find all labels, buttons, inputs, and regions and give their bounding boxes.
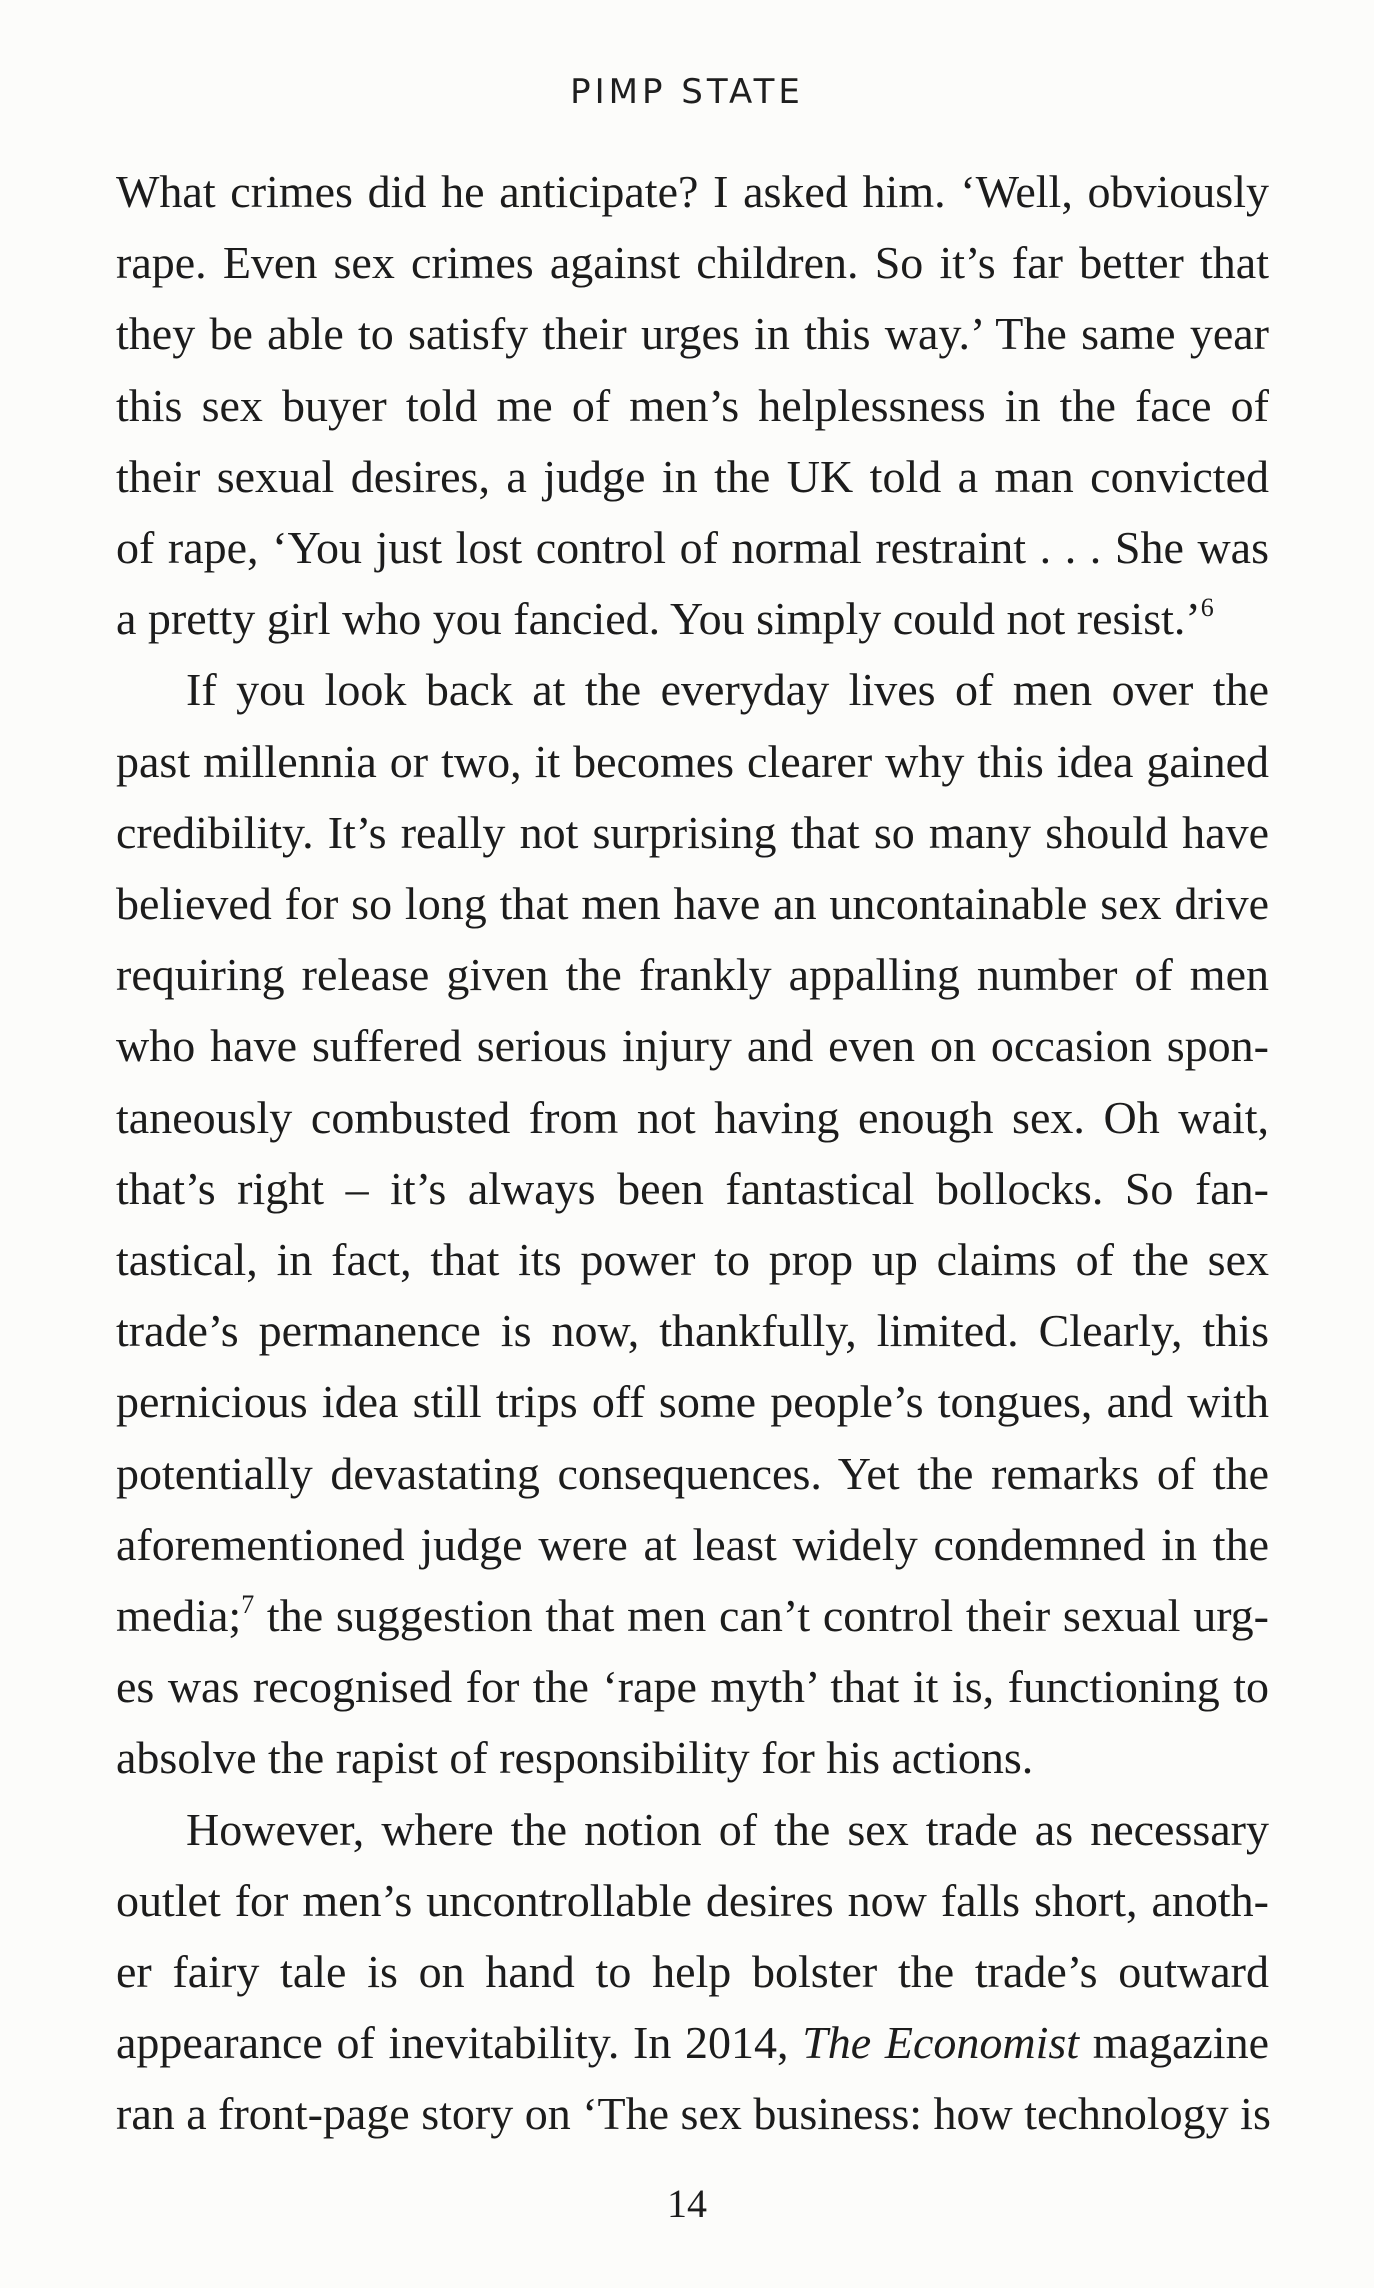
text-line: their sexual desires, a judge in the UK told a man convicted [116,450,1269,502]
text-line: taneously combusted from not having enough sex. Oh wait, [116,1091,1269,1143]
text-line: er fairy tale is on hand to help bolster the trade’s outward [116,1946,1269,1998]
text-line [116,1580,1269,1651]
body-text [116,156,1269,2150]
paragraph-3 [116,1794,1269,2150]
text-line-content: media; [116,1590,242,1642]
text-line: credibility. It’s really not surprising that so many should have [116,806,1269,858]
text-line: potentially devastating consequences. Yet the remarks of the [116,1447,1269,1499]
text-line: past millennia or two, it becomes clearer why this idea gained [116,735,1269,787]
text-line-content: the suggestion that men can’t control their sexual urg- [254,1590,1269,1642]
text-line: believed for so long that men have an uncontainable sex drive [116,878,1269,930]
publication-title: The Economist [802,2017,1080,2069]
text-line: rape. Even sex crimes against children. So it’s far better that [116,237,1269,289]
text-line: absolve the rapist of responsibility for his actions. [116,1732,1034,1784]
footnote-marker: 7 [241,1590,255,1620]
text-line: trade’s permanence is now, thankfully, limited. Clearly, this [116,1305,1269,1357]
text-line: of rape, ‘You just lost control of normal restraint . . . She was [116,522,1269,574]
text-line-content: magazine [1079,2017,1270,2069]
text-line: However, where the notion of the sex trade as necessary [186,1803,1269,1855]
paragraph-2 [116,654,1269,1793]
text-line: ran a front-page story on ‘The sex business: how technology is [116,2088,1271,2140]
text-line: that’s right – it’s always been fantastical bollocks. So fan- [116,1162,1269,1214]
paragraph-1 [116,156,1269,654]
text-line [116,583,1269,654]
text-line: they be able to satisfy their urges in this way.’ The same year [116,308,1269,360]
text-line: aforementioned judge were at least widely condemned in the [116,1518,1269,1570]
running-head: PIMP STATE [570,72,804,112]
text-line: requiring release given the frankly appalling number of men [116,949,1269,1001]
text-line: What crimes did he anticipate? I asked him. ‘Well, obviously [116,166,1269,217]
page-number: 14 [667,2181,707,2226]
footnote-marker: 6 [1200,593,1214,623]
text-line-content: a pretty girl who you fancied. You simply could not resist.’ [116,593,1201,645]
text-line: es was recognised for the ‘rape myth’ that it is, functioning to [116,1661,1269,1713]
text-line: pernicious idea still trips off some people’s tongues, and with [116,1376,1269,1428]
text-line [116,2007,1269,2078]
text-line: outlet for men’s uncontrollable desires now falls short, anoth- [116,1874,1269,1926]
text-line-content: appearance of inevitability. In 2014, [116,2017,803,2069]
text-line: tastical, in fact, that its power to prop up claims of the sex [116,1234,1269,1286]
text-line: this sex buyer told me of men’s helplessness in the face of [116,379,1269,431]
text-line: who have suffered serious injury and even on occasion spon- [116,1020,1269,1072]
text-line: If you look back at the everyday lives of men over the [186,664,1269,716]
